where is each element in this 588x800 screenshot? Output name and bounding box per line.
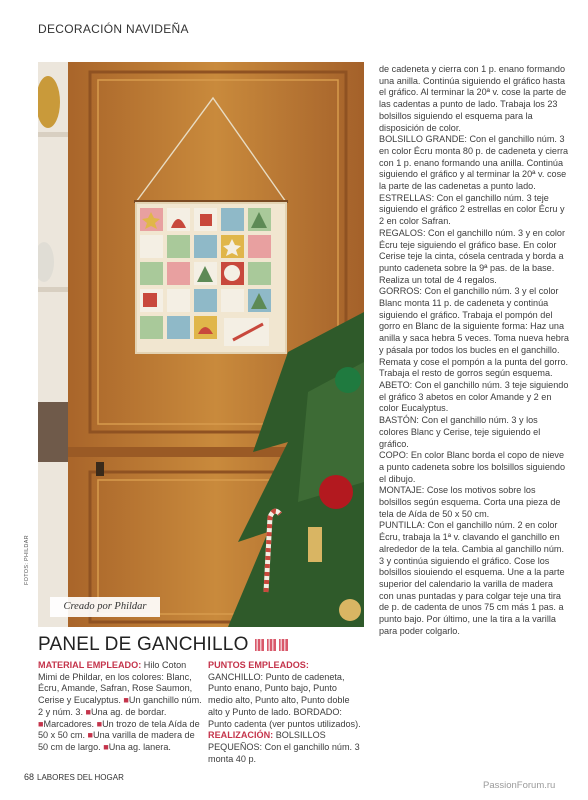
section-header: DECORACIÓN NAVIDEÑA — [38, 22, 189, 36]
bullet-icon: ■ — [38, 718, 44, 729]
materials-heading: MATERIAL EMPLEADO: — [38, 660, 142, 670]
instructions-paragraph: de cadeneta y cierra con 1 p. enano formando una anilla. Continúa siguiendo el gráfico hasta el gráfico. Al terminar la 20ª v. cose la parte de las cadentas a punto de lado. Trabaja los 23 bolsillos siguiendo el esquema para la disposición de color. — [379, 64, 567, 133]
stitches-heading: PUNTOS EMPLEADOS: — [208, 660, 309, 670]
page-title — [38, 634, 289, 656]
instructions-column — [379, 64, 569, 637]
instructions-paragraph: COPO: En color Blanc borda el copo de nieve a punto cadeneta sobre los bolsillos siguiendo el dibujo. — [379, 450, 566, 484]
stitches-column — [208, 660, 364, 765]
photo-credit: FOTOS: PHILDAR — [24, 535, 30, 585]
materials-item: Una ag. de bordar. — [91, 706, 167, 717]
instructions-paragraph: REGALOS: Con el ganchillo núm. 3 y en color Écru teje siguiendo el gráfico base. En color Cerise teje la cinta, cósela centrada y borda a punto cadeneta sobre la 9ª pas. de la base. Realiza un total de 4 regalos. — [379, 227, 566, 285]
photo-caption: Creado por Phildar — [50, 597, 160, 617]
instructions-paragraph: MONTAJE: Cose los motivos sobre los bolsillos según esquema. Corta una pieza de tela de Aída de 50 x 50 cm. — [379, 485, 561, 519]
green-ornament — [335, 367, 361, 393]
bullet-icon: ■ — [87, 730, 94, 741]
bullet-icon: ■ — [103, 741, 109, 752]
page-title-text: PANEL DE GANCHILLO — [38, 634, 249, 655]
instructions-paragraph: BOLSILLO GRANDE: Con el ganchillo núm. 3 en color Écru monta 80 p. de cadeneta y cierra con 1 p. enano formando una anilla. Continúa siguiendo el gráfico y al terminar la 20ª v. cose la parte de las cadenetas a punto lado. — [379, 134, 569, 192]
red-ornament — [319, 475, 353, 509]
instructions-paragraph: ABETO: Con el ganchillo núm. 3 teje siguiendo el gráfico 3 abetos en color Amande y 2 en color Eucalyptus. — [379, 379, 569, 414]
materials-item: Una varilla de madera de 50 cm de largo. — [38, 730, 195, 752]
materials-column — [38, 660, 202, 754]
instructions-paragraph: BASTÓN: Con el ganchillo núm. 3 y los colores Blanc y Cerise, teje siguiendo el gráfico. — [379, 415, 541, 449]
materials-item: Una ag. lanera. — [108, 741, 171, 752]
magazine-name: LABORES DEL HOGAR — [37, 773, 124, 782]
gold-ornament — [308, 527, 322, 562]
instructions-paragraph: PUNTILLA: Con el ganchillo núm. 2 en color Écru, trabaja la 1ª v. clavando el ganchillo en alrededor de la tela. Cambia al ganchillo núm. 3 y continúa siguiendo el gráfico. Cose los bolsillos siouiendo el esquema. Une a la parte superior del calendario la varilla de madera con unas puntadas y para colgar teje una tira de p. de cadenta de unos 75 cm más 1 pas. a punto bajo. Por último, une la tira a la varilla para poder colgarlo. — [379, 520, 565, 636]
instructions-paragraph: ESTRELLAS: Con el ganchillo núm. 3 teje siguiendo el gráfico 2 estrellas en color Écru y 2 en color Safran. — [379, 192, 565, 227]
instructions-paragraph: GORROS: Con el ganchillo núm. 3 y el color Blanc monta 11 p. de cadeneta y continúa siguiendo el gráfico. Trabaja el pompón del gorro en Blanc de la siguiente forma: Haz una anilla y saca hebra 5 veces. Toma nueva hebra y pásala por todos los bucles en el ganchillo. Remata y cose el pompón a la punta del gorro. Trabaja el resto de gorros según esquema. — [379, 286, 569, 379]
materials-item: Un trozo de tela Aída de 50 x 50 cm. — [38, 718, 200, 741]
materials-item: Un ganchillo núm. 2 y núm. 3. — [38, 695, 202, 717]
shelf-books — [38, 402, 68, 462]
materials-item: Marcadores. — [43, 718, 97, 729]
title-ornament-icon — [255, 639, 289, 651]
materials-text: Hilo Coton Mimi de Phildar, en los colores: Blanc, Écru, Amande, Safran, Rose Saumon, Cerise y Eucalyptus. — [38, 660, 193, 706]
instructions-text: BOLSILLOS PEQUEÑOS: Con el ganchillo núm. 3 monta 40 p. — [208, 730, 360, 764]
wall-background — [38, 62, 68, 627]
advent-calendar-photo — [38, 62, 364, 627]
stitches-text: GANCHILLO: Punto de cadeneta, Punto enano, Punto bajo, Punto medio alto, Punto alto, Punto doble alto y Punto de lado. BORDADO: Punto cadenta (ver puntos utilizados). — [208, 671, 361, 729]
page-footer — [24, 772, 124, 782]
photo-illustration — [38, 62, 364, 627]
bullet-icon: ■ — [85, 706, 92, 717]
page-number: 68 — [24, 772, 35, 782]
instructions-heading: REALIZACIÓN: — [208, 730, 274, 741]
bullet-icon: ■ — [123, 695, 129, 706]
bullet-icon: ■ — [96, 718, 103, 729]
calendar-pockets — [140, 208, 271, 346]
watermark: PassionForum.ru — [483, 780, 556, 791]
door-lock — [96, 462, 104, 476]
